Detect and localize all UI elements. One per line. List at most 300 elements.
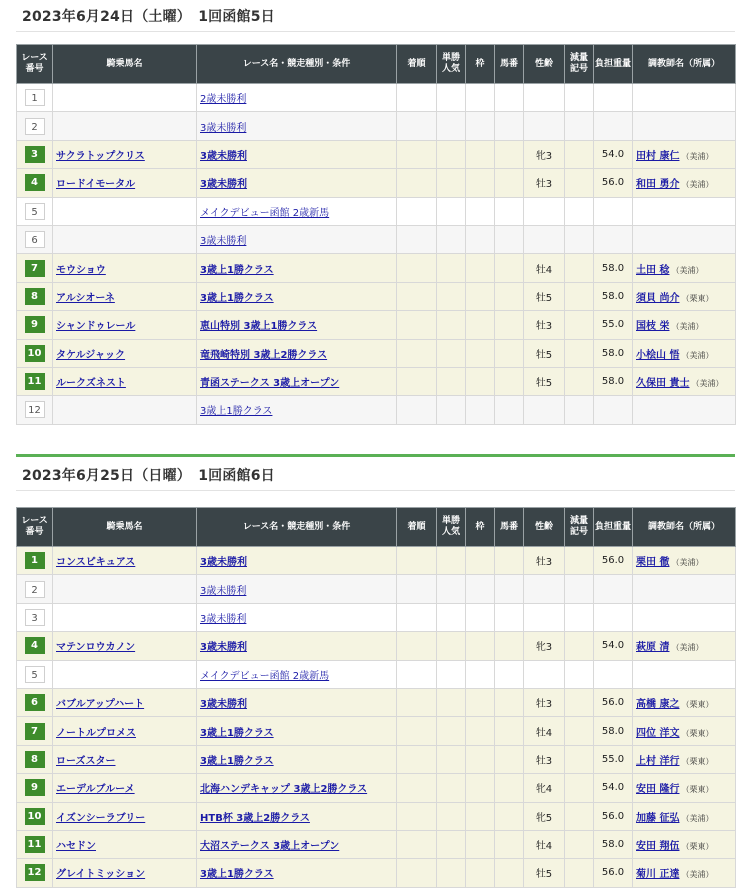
trainer-cell (633, 282, 736, 310)
race-number-badge: 5 (25, 203, 45, 220)
horse-number-cell (495, 254, 524, 282)
odds-rank-cell (437, 197, 466, 225)
trainer-cell (633, 311, 736, 339)
horse-name-link[interactable]: シャンドゥレール (56, 321, 136, 333)
weight-cell: 54.0 (594, 774, 633, 802)
trainer-affiliation: （美浦） (691, 379, 724, 389)
table-row (17, 339, 736, 367)
horse-name-link[interactable]: バブルアップハート (56, 699, 145, 711)
sex-age-cell (524, 225, 565, 253)
table-row (17, 169, 736, 197)
weight-cell: 55.0 (594, 311, 633, 339)
weight-cell: 56.0 (594, 802, 633, 830)
race-name-link[interactable]: 3歳上1勝クラス (200, 292, 274, 304)
horse-name-cell (53, 367, 197, 395)
weight-reduction-cell (565, 254, 594, 282)
table-row (17, 547, 736, 575)
horse-name-link[interactable]: アルシオーネ (56, 292, 115, 304)
table-row (17, 632, 736, 660)
frame-cell (466, 688, 495, 716)
race-number-badge: 8 (25, 288, 45, 305)
sex-age-cell: 牡5 (524, 339, 565, 367)
weight-reduction-cell (565, 140, 594, 168)
sex-age-cell: 牡4 (524, 717, 565, 745)
race-name-link[interactable]: 3歳未勝利 (200, 179, 247, 191)
frame-cell (466, 140, 495, 168)
horse-name-link[interactable]: マテンロウカノン (56, 642, 136, 654)
horse-name-cell (53, 282, 197, 310)
horse-name-cell (53, 396, 197, 424)
weight-cell (594, 112, 633, 140)
race-name-link[interactable]: 3歳未勝利 (200, 557, 247, 569)
race-name-link[interactable]: 3歳上1勝クラス (200, 727, 274, 739)
finish-cell (397, 311, 437, 339)
race-number-badge: 5 (25, 666, 45, 683)
table-row (17, 254, 736, 282)
race-number-badge: 11 (25, 373, 45, 390)
trainer-affiliation: （美浦） (681, 180, 714, 190)
sex-age-cell: 牡4 (524, 254, 565, 282)
horse-name-link[interactable]: ローズスター (56, 755, 116, 767)
race-name-cell (197, 197, 397, 225)
weight-reduction-cell (565, 367, 594, 395)
horse-name-cell (53, 632, 197, 660)
horse-number-cell (495, 197, 524, 225)
race-name-cell (197, 717, 397, 745)
odds-rank-cell (437, 112, 466, 140)
trainer-cell (633, 575, 736, 603)
sex-age-cell: 牡5 (524, 859, 565, 887)
weight-cell (594, 225, 633, 253)
frame-cell (466, 84, 495, 112)
column-header-horse-number: 馬番 (495, 45, 524, 84)
race-name-link[interactable]: 青函ステークス 3歳上オープン (200, 378, 340, 390)
column-header-frame: 枠 (466, 45, 495, 84)
race-name-link[interactable]: 北海ハンデキャップ 3歳上2勝クラス (200, 784, 368, 796)
odds-rank-cell (437, 603, 466, 631)
race-number-badge: 4 (25, 637, 45, 654)
race-name-link[interactable]: 3歳上1勝クラス (200, 869, 274, 881)
odds-rank-cell (437, 84, 466, 112)
weight-reduction-cell (565, 311, 594, 339)
odds-rank-cell (437, 717, 466, 745)
trainer-affiliation: （栗東） (681, 785, 714, 795)
race-number-cell (17, 547, 53, 575)
weight-cell (594, 575, 633, 603)
horse-number-cell (495, 367, 524, 395)
trainer-link[interactable]: 須貝 尚介 (636, 292, 680, 304)
race-number-badge: 9 (25, 316, 45, 333)
odds-rank-cell (437, 311, 466, 339)
race-name-cell (197, 311, 397, 339)
column-header-trainer: 調教師名（所属） (633, 508, 736, 547)
race-name-cell (197, 254, 397, 282)
race-number-cell (17, 688, 53, 716)
horse-name-link[interactable]: タケルジャック (56, 349, 126, 361)
race-number-badge: 1 (25, 89, 45, 106)
table-row (17, 802, 736, 830)
finish-cell (397, 367, 437, 395)
day-title: 2023年6月24日（土曜） 1回函館5日 (22, 9, 275, 25)
race-name-link[interactable]: 3歳未勝利 (200, 236, 247, 248)
race-number-badge: 6 (25, 231, 45, 248)
horse-name-link[interactable]: ハセドン (56, 841, 96, 853)
sex-age-cell: 牝3 (524, 140, 565, 168)
finish-cell (397, 774, 437, 802)
horse-number-cell (495, 660, 524, 688)
race-number-badge: 4 (25, 174, 45, 191)
race-table (16, 44, 736, 425)
frame-cell (466, 830, 495, 858)
frame-cell (466, 575, 495, 603)
trainer-link[interactable]: 菊川 正達 (636, 869, 680, 881)
column-header-race-number: レース番号 (17, 45, 53, 84)
race-number-cell (17, 660, 53, 688)
race-name-cell (197, 140, 397, 168)
trainer-link[interactable]: 久保田 貴士 (636, 378, 690, 390)
race-number-cell (17, 396, 53, 424)
sex-age-cell: 牡5 (524, 282, 565, 310)
trainer-link[interactable]: 土田 稔 (636, 264, 670, 276)
section-divider (16, 454, 735, 457)
trainer-cell (633, 112, 736, 140)
horse-name-link[interactable]: イズンシーラブリー (56, 812, 146, 824)
odds-rank-cell (437, 774, 466, 802)
race-name-link[interactable]: 3歳上1勝クラス (200, 264, 274, 276)
odds-rank-cell (437, 859, 466, 887)
frame-cell (466, 311, 495, 339)
horse-name-link[interactable]: ルークズネスト (56, 378, 126, 390)
weight-cell: 56.0 (594, 859, 633, 887)
trainer-link[interactable]: 四位 洋文 (636, 727, 680, 739)
table-row (17, 311, 736, 339)
race-name-link[interactable]: メイクデビュー函館 2歳新馬 (200, 207, 330, 219)
race-number-badge: 7 (25, 723, 45, 740)
race-name-cell (197, 745, 397, 773)
race-name-link[interactable]: 3歳未勝利 (200, 642, 247, 654)
horse-name-link[interactable]: サクラトップクリス (56, 150, 145, 162)
trainer-affiliation: （美浦） (671, 265, 704, 275)
race-number-cell (17, 802, 53, 830)
column-header-weight-reduction: 減量記号 (565, 45, 594, 84)
trainer-link[interactable]: 安田 隆行 (636, 784, 680, 796)
race-name-link[interactable]: 大沼ステークス 3歳上オープン (200, 841, 340, 853)
trainer-cell (633, 830, 736, 858)
table-row (17, 575, 736, 603)
table-header-row (17, 45, 736, 84)
weight-reduction-cell (565, 603, 594, 631)
race-name-link[interactable]: 3歳未勝利 (200, 122, 247, 134)
race-name-cell (197, 830, 397, 858)
horse-name-cell (53, 254, 197, 282)
weight-reduction-cell (565, 112, 594, 140)
finish-cell (397, 859, 437, 887)
finish-cell (397, 660, 437, 688)
trainer-cell (633, 367, 736, 395)
horse-number-cell (495, 575, 524, 603)
odds-rank-cell (437, 339, 466, 367)
trainer-cell (633, 603, 736, 631)
trainer-link[interactable]: 安田 翔伍 (636, 841, 680, 853)
weight-cell: 58.0 (594, 717, 633, 745)
trainer-link[interactable]: 田村 康仁 (636, 150, 680, 162)
horse-name-link[interactable]: エーデルブルーメ (56, 784, 135, 796)
horse-name-link[interactable]: ノートルプロメス (56, 727, 136, 739)
horse-name-cell (53, 603, 197, 631)
frame-cell (466, 396, 495, 424)
frame-cell (466, 660, 495, 688)
finish-cell (397, 547, 437, 575)
table-row (17, 603, 736, 631)
trainer-cell (633, 859, 736, 887)
trainer-link[interactable]: 萩原 清 (636, 642, 670, 654)
odds-rank-cell (437, 367, 466, 395)
frame-cell (466, 282, 495, 310)
odds-rank-cell (437, 225, 466, 253)
weight-reduction-cell (565, 717, 594, 745)
race-number-badge: 3 (25, 609, 45, 626)
race-name-cell (197, 396, 397, 424)
weight-cell: 58.0 (594, 282, 633, 310)
column-header-weight: 負担重量 (594, 508, 633, 547)
sex-age-cell: 牡4 (524, 830, 565, 858)
race-name-cell (197, 169, 397, 197)
weight-reduction-cell (565, 396, 594, 424)
race-number-cell (17, 225, 53, 253)
race-name-link[interactable]: 3歳未勝利 (200, 150, 247, 162)
horse-name-cell (53, 169, 197, 197)
trainer-cell (633, 688, 736, 716)
race-name-link[interactable]: 3歳上1勝クラス (200, 406, 273, 418)
horse-number-cell (495, 603, 524, 631)
weight-reduction-cell (565, 688, 594, 716)
trainer-affiliation: （美浦） (671, 558, 704, 568)
race-name-link[interactable]: メイクデビュー函館 2歳新馬 (200, 670, 330, 682)
weight-cell (594, 396, 633, 424)
horse-name-link[interactable]: グレイトミッション (56, 869, 146, 881)
finish-cell (397, 140, 437, 168)
weight-reduction-cell (565, 547, 594, 575)
race-name-link[interactable]: 3歳未勝利 (200, 699, 247, 711)
frame-cell (466, 717, 495, 745)
frame-cell (466, 197, 495, 225)
horse-name-link[interactable]: コンスピキュアス (56, 557, 136, 569)
race-name-link[interactable]: 2歳未勝利 (200, 94, 247, 106)
trainer-link[interactable]: 国枝 栄 (636, 321, 670, 333)
frame-cell (466, 367, 495, 395)
column-header-horse-name: 騎乗馬名 (53, 45, 197, 84)
race-number-cell (17, 367, 53, 395)
trainer-link[interactable]: 上村 洋行 (636, 755, 680, 767)
odds-rank-cell (437, 169, 466, 197)
horse-name-cell (53, 660, 197, 688)
horse-number-cell (495, 169, 524, 197)
trainer-affiliation: （栗東） (681, 700, 714, 710)
race-number-cell (17, 774, 53, 802)
column-header-finish: 着順 (397, 45, 437, 84)
race-name-cell (197, 632, 397, 660)
race-number-cell (17, 575, 53, 603)
day-header (16, 459, 735, 491)
trainer-link[interactable]: 和田 勇介 (636, 179, 680, 191)
weight-reduction-cell (565, 660, 594, 688)
race-name-cell (197, 112, 397, 140)
race-name-cell (197, 802, 397, 830)
trainer-link[interactable]: 小桧山 悟 (636, 349, 680, 361)
trainer-cell (633, 197, 736, 225)
column-header-horse-name: 騎乗馬名 (53, 508, 197, 547)
sex-age-cell (524, 575, 565, 603)
race-number-cell (17, 254, 53, 282)
weight-cell: 54.0 (594, 140, 633, 168)
trainer-affiliation: （美浦） (681, 350, 714, 360)
table-row (17, 859, 736, 887)
horse-name-cell (53, 197, 197, 225)
finish-cell (397, 396, 437, 424)
horse-name-cell (53, 112, 197, 140)
race-number-cell (17, 282, 53, 310)
race-number-cell (17, 311, 53, 339)
weight-cell: 58.0 (594, 830, 633, 858)
odds-rank-cell (437, 282, 466, 310)
trainer-cell (633, 547, 736, 575)
race-name-link[interactable]: 3歳上1勝クラス (200, 755, 274, 767)
weight-reduction-cell (565, 225, 594, 253)
horse-number-cell (495, 774, 524, 802)
race-rows (17, 84, 736, 425)
weight-cell: 56.0 (594, 547, 633, 575)
race-name-cell (197, 774, 397, 802)
race-number-cell (17, 169, 53, 197)
finish-cell (397, 254, 437, 282)
sex-age-cell (524, 603, 565, 631)
race-name-cell (197, 547, 397, 575)
race-name-link[interactable]: HTB杯 3歳上2勝クラス (200, 812, 310, 824)
weight-reduction-cell (565, 859, 594, 887)
race-number-badge: 2 (25, 581, 45, 598)
weight-cell: 55.0 (594, 745, 633, 773)
trainer-link[interactable]: 栗田 徹 (636, 557, 670, 569)
horse-number-cell (495, 311, 524, 339)
weight-reduction-cell (565, 745, 594, 773)
race-name-cell (197, 339, 397, 367)
sex-age-cell: 牝3 (524, 632, 565, 660)
sex-age-cell: 牝5 (524, 802, 565, 830)
race-name-cell (197, 859, 397, 887)
trainer-cell (633, 745, 736, 773)
sex-age-cell (524, 396, 565, 424)
trainer-link[interactable]: 高橋 康之 (636, 699, 680, 711)
weight-cell (594, 84, 633, 112)
horse-name-link[interactable]: ロードイモータル (56, 179, 136, 191)
frame-cell (466, 859, 495, 887)
trainer-cell (633, 717, 736, 745)
odds-rank-cell (437, 688, 466, 716)
horse-number-cell (495, 112, 524, 140)
column-header-odds-rank: 単勝人気 (437, 45, 466, 84)
column-header-sex-age: 性齢 (524, 45, 565, 84)
horse-number-cell (495, 802, 524, 830)
horse-name-link[interactable]: モウショウ (56, 264, 106, 276)
race-number-cell (17, 197, 53, 225)
race-name-link[interactable]: 3歳未勝利 (200, 585, 247, 597)
weight-cell (594, 603, 633, 631)
column-header-race-number: レース番号 (17, 508, 53, 547)
race-name-cell (197, 688, 397, 716)
race-number-badge: 8 (25, 751, 45, 768)
trainer-cell (633, 774, 736, 802)
race-number-cell (17, 632, 53, 660)
weight-cell: 58.0 (594, 339, 633, 367)
frame-cell (466, 225, 495, 253)
finish-cell (397, 225, 437, 253)
weight-reduction-cell (565, 339, 594, 367)
weight-reduction-cell (565, 774, 594, 802)
weight-cell (594, 660, 633, 688)
finish-cell (397, 717, 437, 745)
race-number-badge: 7 (25, 260, 45, 277)
weight-reduction-cell (565, 802, 594, 830)
horse-name-cell (53, 688, 197, 716)
race-number-cell (17, 830, 53, 858)
weight-cell: 56.0 (594, 169, 633, 197)
finish-cell (397, 830, 437, 858)
odds-rank-cell (437, 660, 466, 688)
trainer-affiliation: （栗東） (681, 293, 714, 303)
race-number-cell (17, 603, 53, 631)
horse-number-cell (495, 225, 524, 253)
frame-cell (466, 745, 495, 773)
race-name-cell (197, 660, 397, 688)
horse-number-cell (495, 632, 524, 660)
finish-cell (397, 169, 437, 197)
race-name-link[interactable]: 竜飛崎特別 3歳上2勝クラス (200, 349, 328, 361)
race-table (16, 507, 736, 888)
column-header-frame: 枠 (466, 508, 495, 547)
sex-age-cell (524, 84, 565, 112)
race-number-badge: 10 (25, 808, 45, 825)
horse-name-cell (53, 859, 197, 887)
frame-cell (466, 603, 495, 631)
column-header-race-name: レース名・競走種別・条件 (197, 45, 397, 84)
race-number-cell (17, 745, 53, 773)
race-name-cell (197, 282, 397, 310)
odds-rank-cell (437, 632, 466, 660)
horse-number-cell (495, 830, 524, 858)
trainer-affiliation: （栗東） (681, 842, 714, 852)
sex-age-cell: 牡3 (524, 688, 565, 716)
trainer-cell (633, 396, 736, 424)
weight-cell: 56.0 (594, 688, 633, 716)
horse-name-cell (53, 802, 197, 830)
trainer-cell (633, 225, 736, 253)
column-header-odds-rank: 単勝人気 (437, 508, 466, 547)
sex-age-cell (524, 660, 565, 688)
race-name-link[interactable]: 恵山特別 3歳上1勝クラス (200, 321, 318, 333)
race-name-link[interactable]: 3歳未勝利 (200, 613, 247, 625)
table-row (17, 282, 736, 310)
weight-reduction-cell (565, 830, 594, 858)
race-name-cell (197, 603, 397, 631)
table-header-row (17, 508, 736, 547)
race-number-cell (17, 859, 53, 887)
odds-rank-cell (437, 745, 466, 773)
table-row (17, 112, 736, 140)
sex-age-cell: 牡3 (524, 547, 565, 575)
finish-cell (397, 603, 437, 631)
trainer-link[interactable]: 加藤 征弘 (636, 812, 680, 824)
table-row (17, 84, 736, 112)
